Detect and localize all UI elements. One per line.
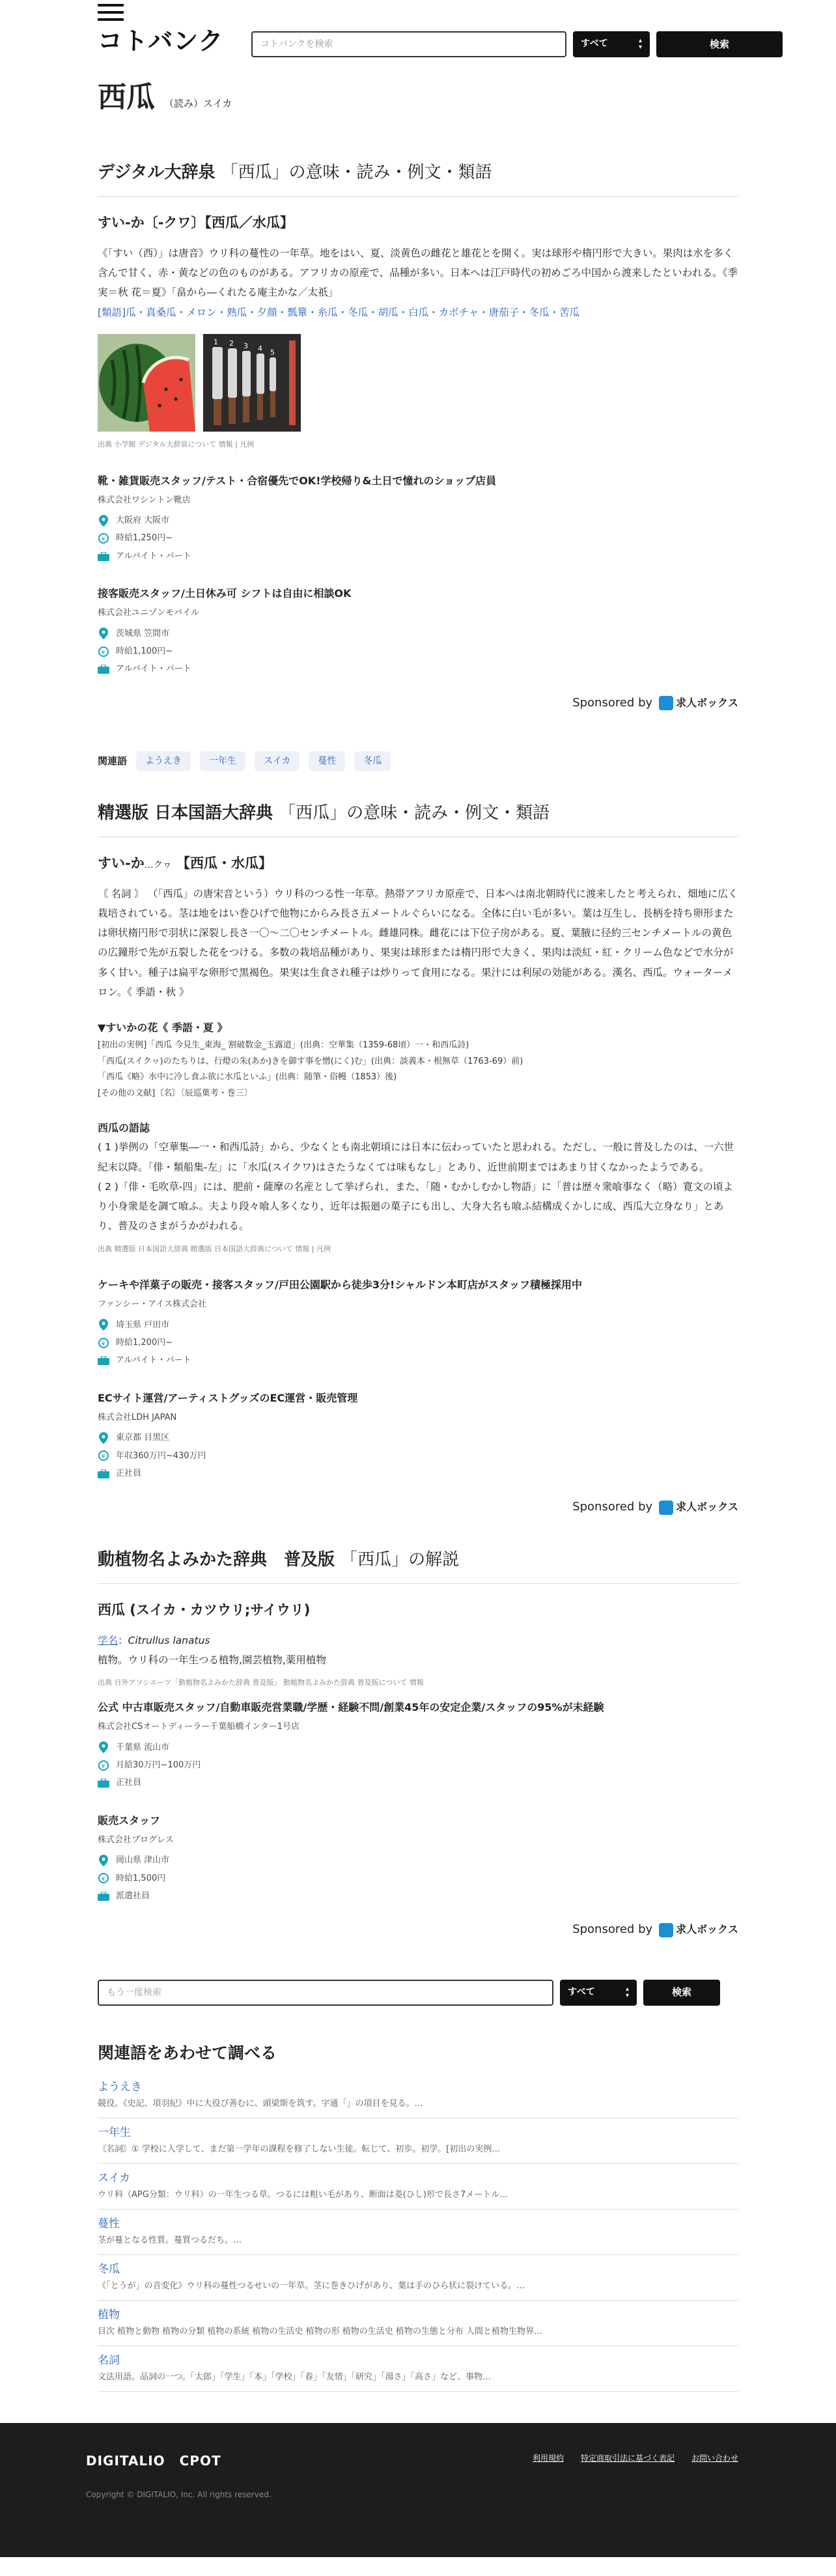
category-select[interactable] [573,31,650,57]
jobs-block-2 [98,1277,738,1481]
gogen-paragraph: ( 1 )挙例の「空華集―一・和西瓜詩」から、少なくとも南北朝頃には日本に伝わっていたと思われる。ただし、一般に普及したのは、一六世紀末以降。「俳・類船集-左」に「水瓜(スイクワ)はさたうなくては味もなし」とあり、近世前期まではあまり甘くなかったようである。 [98,1141,734,1173]
job-company: 株式会社CSオートディーラー千葉船橋インター1号店 [98,1722,300,1732]
related-word-item[interactable] [98,2209,738,2255]
svg-text:4: 4 [258,344,262,353]
watermelon-image[interactable] [98,334,195,432]
job-company: 株式会社LDH JAPAN [98,1412,177,1422]
job-title[interactable]: 販売スタッフ [98,1814,161,1827]
location-pin-icon [98,1855,109,1866]
gakumei-value: Citrullus lanatus [128,1635,210,1646]
site-footer [0,2423,836,2557]
search-button[interactable]: 検索 [656,31,783,57]
briefcase-icon [98,1355,109,1366]
yen-icon [98,646,109,658]
yen-icon [98,1337,109,1349]
related-word-desc: 目次 植物と動物 植物の分類 植物の系統 植物の生活史 植物の形 植物の生活史 植物の生態と分布 人間と植物生物界… [98,2326,543,2336]
quote-line: [その他の文献]〘名〙〔辰巡菓考・巻三〕 [98,1088,253,1098]
job-item[interactable] [98,586,738,677]
svg-text:¥: ¥ [101,1454,105,1461]
related-word-desc: 〘名詞〙① 学校に入学して、まだ第一学年の課程を修了しない生徒。転じて、初歩。初学。[初出の実例… [98,2144,501,2154]
related-word-title[interactable]: スイカ [98,2171,131,2185]
location-pin-icon [98,1432,109,1444]
bottom-search-input[interactable]: もう一度検索 [98,1980,553,2006]
yen-icon [98,1450,109,1461]
related-word-item[interactable] [98,2301,738,2346]
nikkoku-definition: 〘 名詞 〙 （「西瓜」の唐宋音という）ウリ科のつる性一年草。熱帯アフリカ原産で、日本へは南北朝時代に渡来したと考えられ、畑地に広く栽培されている。茎は地をはい巻ひげで他物にからみ長さ五メートルぐらいになる。全体に白い毛が多い。葉は互生し、長柄を持ち卵形または卵状楕円形で羽状に深裂し長さ一〇～二〇センチメートル。雌雄同株。雌花には下位子房がある。夏、葉腋に径約三センチメートルの黄色の広鐘形で先が五裂した花をつける。多数の栽培品種があり、果実は球形または楕円形で大きく、果肉は淡紅・紅・クリーム色などで水分が多く甘い。種子は扁平な卵形で黒褐色。果実は生食され種子は炒りって食用になる。果汁には利尿の効能がある。漢名、西瓜。ウォーターメロン。《 季語・秋 》 [98,887,738,998]
page-title [98,81,738,115]
related-tag[interactable]: 一年生 [200,751,245,771]
sponsored-label: Sponsored by [572,1922,653,1937]
footer-links [533,2452,738,2466]
job-item[interactable] [98,473,738,564]
word-yomi: （読み）スイカ [164,98,232,109]
sponsored-brand: 求人ボックス [676,696,738,709]
job-title[interactable]: ケーキや洋菓子の販売・接客スタッフ/戸田公園駅から徒歩3分!シャルドン本町店がスタッフ積極採用中 [98,1279,582,1292]
related-tags-label: 関連語 [98,755,128,767]
related-word-item[interactable] [98,2255,738,2301]
job-wage: 時給1,500円 [116,1873,166,1883]
bottom-category-select[interactable] [560,1980,637,2006]
doubutsu-section-title [98,1548,738,1584]
related-tag[interactable]: スイカ [255,751,300,771]
site-header [98,0,738,62]
job-title[interactable]: ECサイト運営/アーティストグッズのEC運営・販売管理 [98,1391,358,1404]
job-type: アルバイト・パート [116,1355,191,1366]
related-tag[interactable]: ようえき [136,751,191,771]
job-company: ファンシー・アイス株式会社 [98,1299,207,1310]
sponsored-by[interactable] [98,1919,738,1940]
yen-icon [98,1760,109,1771]
bottom-search-button[interactable]: 検索 [643,1980,720,2006]
digitalio-logo[interactable]: DIGITALIO [86,2452,165,2469]
location-pin-icon [98,628,109,639]
daijisen-source: 出典 小学館 デジタル大辞泉について 情報 | 凡例 [98,439,255,449]
briefcase-icon [98,1890,109,1902]
kyujinbox-logo-icon [659,1501,673,1515]
footer-copyright: Copyright © DIGITALIO, Inc. All rights reserved. [86,2489,272,2499]
job-wage: 時給1,250円~ [116,533,173,544]
job-company: 株式会社プログレス [98,1835,174,1845]
job-location: 千葉県 流山市 [116,1742,170,1752]
daijisen-dict-name: デジタル大辞泉 [98,162,216,182]
updown-icon: ▴ ▾ [638,37,642,51]
briefcase-icon [98,1468,109,1480]
svg-text:¥: ¥ [101,536,105,544]
job-item[interactable] [98,1700,738,1791]
job-wage: 年収360万円~430万円 [116,1450,206,1461]
doubutsu-dict-name: 動植物名よみかた辞典 普及版 [98,1549,335,1570]
jobs-block-3 [98,1700,738,1904]
quote-line: [初出の実例]「西瓜 今見生_東海_ 割破数金_玉露道」(出典：空華集（1359-68頃）一・和西瓜詩) [98,1040,469,1050]
kyujinbox-logo-icon [659,1923,673,1937]
svg-text:1: 1 [214,337,218,346]
related-tag[interactable]: 蔓性 [309,751,345,771]
sponsored-label: Sponsored by [572,695,653,710]
updown-icon: ▴ ▾ [625,1985,629,1999]
related-word-item[interactable] [98,2164,738,2209]
job-location: 埼玉県 戸田市 [116,1320,170,1330]
briefcase-icon [98,551,109,562]
related-word-item[interactable] [98,2346,738,2392]
job-title[interactable]: 靴・雑貨販売スタッフ/テスト・合宿優先でOK!学校帰り&土日で憧れのショップ店員 [98,474,497,487]
job-item[interactable] [98,1391,738,1482]
job-location: 東京都 目黒区 [116,1433,170,1443]
related-word-title[interactable]: 植物 [98,2308,120,2321]
bottom-category-label: すべて [568,1987,595,1998]
related-tags [98,751,738,771]
related-word-title[interactable]: 一年生 [98,2126,131,2139]
daijisen-entry-head: すい‐か〔‐クワ〕【西瓜／水瓜】 [98,215,294,231]
doubutsu-title-q: 「西瓜」の解説 [341,1549,460,1570]
nikkoku-source: 出典 精選版 日本国語大辞典 精選版 日本国語大辞典について 情報 | 凡例 [98,1244,331,1253]
category-select-label: すべて [581,38,608,49]
location-pin-icon [98,1319,109,1331]
nikkoku-section-title [98,801,738,837]
daijisen-definition: 《「すい（西）」は唐音》ウリ科の蔓性の一年草。地をはい、夏、淡黄色の雌花と雄花とを開く。実は球形や楕円形で大きい。果肉は水を多く含んで甘く、赤・黄などの色のものがある。アフリカの原産で、品種が多い。日本へは江戸時代の初めごろ中国から渡来したといわれる。《季 実＝秋 花＝夏》「畠から―くれたる庵主かな／太祇」 [98,247,738,299]
job-title[interactable]: 公式 中古車販売スタッフ/自動車販売営業職/学歴・経験不問/創業45年の安定企業/スタッフの95%が未経験 [98,1701,604,1714]
nikkoku-title-q: 「西瓜」の意味・読み・例文・類語 [279,803,550,823]
nikkoku-head-small: …クヮ [144,859,172,870]
svg-text:¥: ¥ [101,1763,105,1770]
job-location: 大阪府 大阪市 [116,516,170,526]
location-pin-icon [98,1741,109,1753]
menu-icon[interactable] [98,4,124,21]
daijisen-images [98,334,738,432]
related-word-item[interactable] [98,2118,738,2164]
sponsored-by[interactable] [98,693,738,713]
job-wage: 時給1,200円~ [116,1338,173,1348]
svg-text:5: 5 [270,348,275,357]
yen-icon [98,533,109,544]
daijisen-title-q: 「西瓜」の意味・読み・例文・類語 [221,162,492,182]
svg-text:¥: ¥ [101,649,105,656]
gakumei-link[interactable]: 学名 [98,1635,118,1646]
jobs-block-1 [98,473,738,677]
nikkoku-head-kana: すい‐か [98,855,145,871]
svg-text:¥: ¥ [101,1340,105,1348]
footer-link-contact[interactable]: お問い合わせ [691,2453,738,2463]
flower-heading: ▼すいかの花《 季語・夏 》 [98,1021,228,1034]
job-title[interactable]: 接客販売スタッフ/土日休み可 シフトは自由に相談OK [98,587,352,600]
svg-text:¥: ¥ [101,1876,105,1883]
kyujinbox-logo-icon [659,696,673,710]
gogen-heading: 西瓜の語誌 [98,1121,150,1134]
footer-brands [86,2449,221,2472]
job-item[interactable] [98,1277,738,1368]
site-logo[interactable]: コトバンク [98,27,224,55]
related-word-desc: 文法用語。品詞の一つ。「太郎」「学生」「本」「学校」「春」「友情」「研究」「湯さ」「高さ」など、事物… [98,2372,491,2382]
related-word-item[interactable] [98,2073,738,2118]
daijisen-synonyms[interactable]: [類語]瓜・真桑瓜・メロン・熟瓜・夕顔・瓢簞・糸瓜・冬瓜・胡瓜・白瓜・カボチャ・唐茄子・冬瓜・苦瓜 [98,306,580,318]
job-company: 株式会社ユニゾンモバイル [98,608,200,618]
related-word-title[interactable]: 名詞 [98,2353,120,2367]
sponsored-label: Sponsored by [572,1500,653,1514]
job-wage: 月給30万円~100万円 [116,1760,201,1771]
svg-text:2: 2 [229,339,234,348]
sponsored-by[interactable] [98,1497,738,1517]
job-wage: 時給1,100円~ [116,646,173,656]
footer-link-terms[interactable]: 利用規約 [532,2453,564,2463]
svg-text:3: 3 [244,341,248,350]
job-type: 正社員 [116,1469,142,1479]
gogen-paragraph: ( 2 )「俳・毛吹草-四」には、肥前・薩摩の名産として挙げられ、また、「随・むかしむかし物語」に「普は歴々衆喰事なく（略）寛文の頃より小身衆是を調て喰ふ。夫より段々喰人多くなり、近年は振廻の菓子にも出し、大身大名も喰ふ結構成くかしに成、西瓜大立身なり」とあり、普及のさまがうかがわれる。 [98,1180,734,1232]
related-words-title: 関連語をあわせて調べる [98,2043,277,2062]
bottom-search-bar [98,1980,738,2006]
doubutsu-desc: 植物。ウリ科の一年生つる植物,園芸植物,薬用植物 [98,1654,326,1667]
job-location: 岡山県 津山市 [116,1855,170,1866]
related-word-desc: 《「とうが」の音変化》ウリ科の蔓性つるせいの一年草。茎に巻きひげがあり、葉は手のひら状に裂けている。… [98,2280,525,2291]
gakumei-row: 学名：Citrullus lanatus [98,1635,210,1646]
footer-link-tokushoho[interactable]: 特定商取引法に基づく表記 [580,2453,675,2463]
job-type: アルバイト・パート [116,664,191,674]
doubutsu-entry-head: 西瓜 (スイカ・カツウリ;サイウリ) [98,1602,311,1618]
related-word-desc: 競役。《史記、項羽紀》中に大役び善むに、頭梁斯を筑す。字通「」の項目を見る。… [98,2098,423,2109]
related-word-title[interactable]: ようえき [98,2080,142,2094]
nikkoku-head-kanji: 【西瓜・水瓜】 [176,855,273,871]
nikkoku-entry-head [98,852,738,876]
job-type: 派遣社員 [116,1890,150,1901]
daijisen-section-title [98,161,738,197]
related-word-desc: 茎が蔓となる性質。蔓質つるだち。… [98,2235,242,2245]
sponsored-brand: 求人ボックス [676,1923,738,1936]
knives-image[interactable] [203,334,301,432]
nikkoku-dict-name: 精選版 日本国語大辞典 [98,803,273,823]
location-pin-icon [98,515,109,527]
related-word-desc: ウリ科（APG分類：ウリ科）の一年生つる草。つるには粗い毛があり、断面は菱(ひし)形で長さ7メートル… [98,2189,509,2200]
briefcase-icon [98,663,109,675]
related-word-title[interactable]: 蔓性 [98,2217,120,2230]
search-input[interactable]: コトバンクを検索 [251,31,566,57]
doubutsu-source: 出典 日外アソシエーツ「動植物名よみかた辞典 普及版」 動植物名よみかた辞典 普及版について 情報 [98,1678,424,1687]
briefcase-icon [98,1777,109,1789]
job-company: 株式会社ワシントン靴店 [98,495,191,505]
job-location: 茨城県 笠間市 [116,628,170,639]
related-words-list [98,2073,738,2392]
job-type: アルバイト・パート [116,551,191,561]
related-tag[interactable]: 冬瓜 [354,751,391,771]
quote-line: 「西瓜(スイクヮ)のたちりは、行燈の朱(あか)きを御す事を憎(にく)む」(出典：談義本・根無草（1763-69）前) [98,1056,523,1066]
quote-line: 「西瓜《略》水中に冷し食ふ欲に水瓜といふ」(出典：随筆・俗幔（1853）後) [98,1072,397,1083]
search-bar [251,31,783,57]
sponsored-brand: 求人ボックス [676,1501,738,1514]
cpot-logo[interactable]: CPOT [179,2452,221,2469]
job-item[interactable] [98,1813,738,1904]
word-title: 西瓜 [98,81,155,114]
job-type: 正社員 [116,1778,142,1788]
related-word-title[interactable]: 冬瓜 [98,2262,120,2276]
yen-icon [98,1872,109,1884]
